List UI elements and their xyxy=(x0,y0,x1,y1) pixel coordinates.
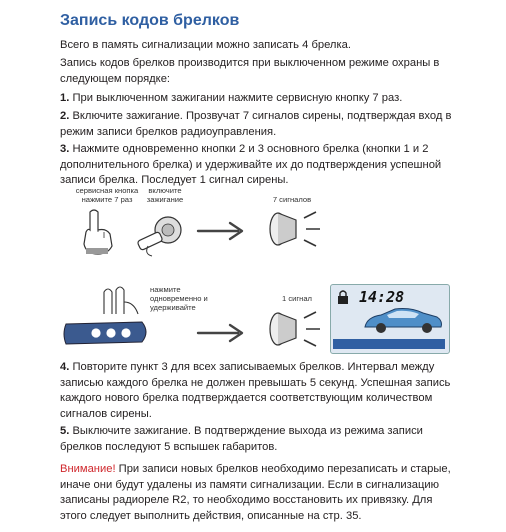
step-text: Включите зажигание. Прозвучат 7 сигналов сирены, подтверждая вход в режим записи брелков радиоуправления. xyxy=(60,110,452,138)
step-number: 1. xyxy=(60,92,70,104)
intro-paragraph-2: Запись кодов брелков производится при выключенном режиме охраны в следующем порядке: xyxy=(60,57,440,85)
step-number: 4. xyxy=(60,361,70,373)
intro-paragraph-1: Всего в память сигнализации можно записать 4 брелка. xyxy=(60,39,351,51)
ignition-key-icon xyxy=(134,206,186,258)
warning-paragraph xyxy=(60,462,452,524)
caption-press-hold: нажмите одновременно и удерживайте xyxy=(150,285,208,312)
step-1 xyxy=(60,91,452,107)
step-text: Нажмите одновременно кнопки 2 и 3 основного брелка (кнопки 1 и 2 дополнительного брелка) и удерживайте их до подтверждения успешной записи брелка. Последует 1 сигнал сирены. xyxy=(60,143,442,187)
step-3 xyxy=(60,142,452,189)
step-text: При выключенном зажигании нажмите сервисную кнопку 7 раз. xyxy=(72,92,403,104)
lock-icon xyxy=(337,289,349,305)
step-4 xyxy=(60,360,452,422)
arrow-right-icon xyxy=(198,322,250,344)
step-5 xyxy=(60,424,452,455)
car-icon xyxy=(361,305,445,337)
caption-7-signals: 7 сигналов xyxy=(272,195,312,204)
caption-ignition: включите зажигание xyxy=(146,186,184,204)
lcd-display xyxy=(330,284,450,354)
step-number: 5. xyxy=(60,425,70,437)
lcd-time: 14:28 xyxy=(359,288,405,306)
lcd-status-bar xyxy=(333,339,445,349)
two-fingers-pressing-icon xyxy=(98,284,146,318)
caption-1-signal: 1 сигнал xyxy=(282,294,312,303)
page-title: Запись кодов брелков xyxy=(60,12,240,29)
key-fob-icon xyxy=(62,318,152,348)
caption-service-button: сервисная кнопка нажмите 7 раз xyxy=(75,186,139,204)
step-number: 3. xyxy=(60,143,70,155)
siren-icon xyxy=(262,208,326,250)
step-2 xyxy=(60,109,452,140)
warning-text: При записи новых брелков необходимо перезаписать и старые, иначе они будут удалены из памяти сигнализации. Если в сигнализацию записаны радиореле R2, то необходимо восстановить их привязку. Для этого следует выполнить действия, описанные на стр. 35. xyxy=(60,463,451,522)
step-number: 2. xyxy=(60,110,70,122)
step-text: Выключите зажигание. В подтверждение выхода из режима записи брелков последуют 5 вспышек габаритов. xyxy=(60,425,423,453)
warning-label: Внимание! xyxy=(60,463,116,475)
arrow-right-icon xyxy=(198,220,250,242)
hand-pressing-button-icon xyxy=(78,208,118,256)
step-text: Повторите пункт 3 для всех записываемых брелков. Интервал между записью каждого брелка не должен превышать 5 секунд. Успешная запись каждого нового брелка подтверждается соответствующим количеством сигналов сирены. xyxy=(60,361,451,420)
siren-icon xyxy=(262,308,326,350)
